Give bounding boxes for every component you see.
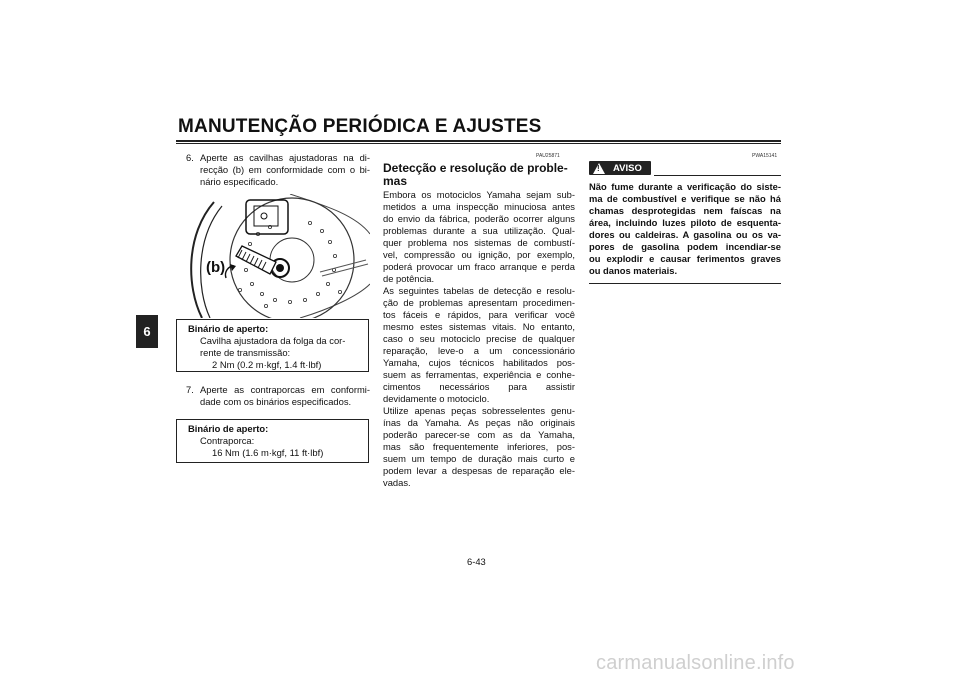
text-line: poderá provocar um fraco arranque e perda [383,261,575,272]
warning-end-rule [589,283,781,284]
section-heading-line: Detecção e resolução de proble- [383,161,568,175]
torque-box-1 [176,319,369,372]
text-line: metidos a uma inspecção minuciosa antes [383,201,575,212]
text-line: reparação, leve-o a um concessionário [383,345,575,356]
text-line: Embora os motociclos Yamaha sejam sub- [383,189,575,200]
text-line: suem um tempo de duração mais curto e [383,453,575,464]
text-line: problemas durante a sua utilização. Qual- [383,225,575,236]
figure-label: (b) [206,259,226,276]
text-line: poderão parecer-se com as da Yamaha, [383,429,575,440]
text-line: caso o seu motociclo precise de qualquer [383,333,575,344]
text-line: pores de gasolina podem incendiar-se [589,241,781,252]
warning-badge-label: AVISO [613,162,642,174]
text-line: mas são frequentemente inferiores, pos- [383,441,575,452]
text-line: do envio da fábrica, poderão ocorrer alguns [383,213,575,224]
section-heading [383,162,575,188]
warning-rule [654,175,781,176]
page-number: 6-43 [467,556,486,567]
torque-item: Contraporca: [200,435,255,446]
text-line: de potência. [383,273,435,284]
page-title: MANUTENÇÃO PERIÓDICA E AJUSTES [178,116,542,137]
paragraph-1 [383,189,575,285]
troubleshooting-text [383,189,575,489]
paragraph-3 [383,405,575,489]
torque-box-2 [176,419,369,463]
step-line: recção (b) em conformidade com o bi- [200,164,370,175]
title-rule-thin [176,143,781,144]
watermark: carmanualsonline.info [596,652,795,674]
section-code: PAU25871 [536,153,560,159]
text-line: quer problema nos sistemas de combustí- [383,237,575,248]
paragraph-2 [383,285,575,405]
warning-text [589,181,781,277]
text-line: dores ou caldeiras. A gasolina ou os va- [589,229,781,240]
text-line: ção de problemas apresentam procedimen- [383,297,575,308]
torque-heading: Binário de aperto: [188,323,269,334]
text-line: As seguintes tabelas de detecção e resolu- [383,285,575,296]
step-number: 6. [186,152,194,163]
torque-heading: Binário de aperto: [188,423,269,434]
text-line: ou explodir e causar ferimentos graves [589,253,781,264]
text-line: mesmo estes sistemas vitais. No entanto, [383,321,575,332]
warning-badge [589,161,651,175]
text-line: cimentos necessários para assistir [383,381,575,392]
warning-triangle-icon: ! [593,163,605,174]
step-line: Aperte as contraporcas em conformi- [200,384,370,395]
text-line: podem levar a despesas de reparação ele- [383,465,575,476]
text-line: tos fáceis e rápidos, para verificar você [383,309,575,320]
text-line: chamas desprotegidas nem faíscas na [589,205,781,216]
text-line: Utilize apenas peças sobresselentes genu- [383,405,575,416]
chain-adjuster-figure [180,194,370,318]
text-line: vel, compressão ou ignição, por exemplo, [383,249,575,260]
text-line: suem as ferramentas, experiência e conhe- [383,369,575,380]
text-line: ma de combustível e verifique se não há [589,193,781,204]
torque-item-line: rente de transmissão: [200,347,291,358]
torque-value: 16 Nm (1.6 m·kgf, 11 ft·lbf) [212,447,324,458]
text-line: Não fume durante a verificação do siste- [589,181,781,192]
step-7 [178,384,370,408]
step-line: Aperte as cavilhas ajustadoras na di- [200,152,370,163]
step-line: dade com os binários especificados. [200,396,352,407]
title-rule [176,140,781,142]
torque-value: 2 Nm (0.2 m·kgf, 1.4 ft·lbf) [212,359,322,370]
text-line: ínas da Yamaha. As peças não originais [383,417,575,428]
warning-code: PWA15141 [752,153,778,159]
step-number: 7. [186,384,194,395]
step-line: nário especificado. [200,176,279,187]
text-line: Yamaha, cujos técnicos habilitados pos- [383,357,575,368]
text-line: área, incluindo luzes piloto de esquenta- [589,217,781,228]
chapter-tab: 6 [136,315,158,348]
text-line: devidamente o motociclo. [383,393,490,404]
torque-item-line: Cavilha ajustadora da folga da cor- [200,335,346,346]
text-line: vadas. [383,477,411,488]
step-6 [178,152,370,188]
section-heading-line: mas [383,174,408,188]
text-line: ou danos materiais. [589,265,678,276]
